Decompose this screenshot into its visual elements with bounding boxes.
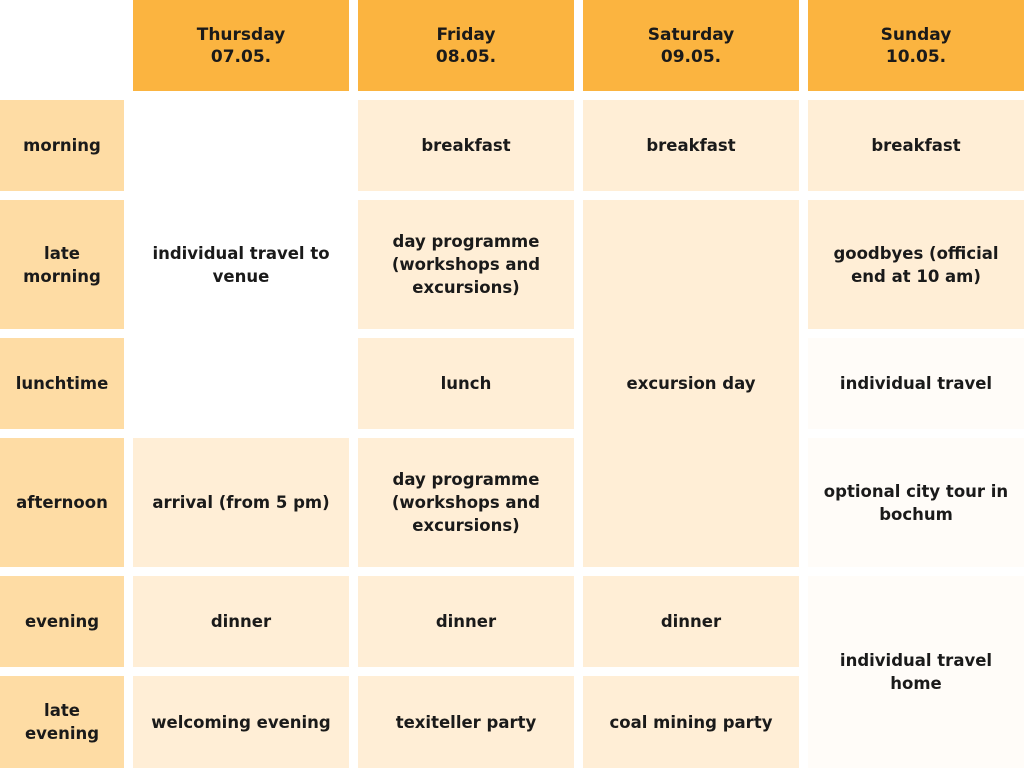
sunday-city-tour-text: optional city tour in bochum [823,481,1009,524]
thursday-arrival [133,438,349,567]
friday-breakfast-text: breakfast [421,136,511,155]
friday-lunch [358,338,574,429]
slot-afternoon: afternoon [0,438,124,567]
friday-programme-afternoon [358,438,574,567]
slot-late-morning: late morning [0,200,124,329]
header-thursday [133,0,349,91]
thursday-evening [133,676,349,768]
day-label-thursday: Thursday 07.05. [196,24,286,67]
saturday-excursion [583,200,799,567]
sunday-travel-text: individual travel [839,374,993,393]
slot-lunchtime: lunchtime [0,338,124,429]
sunday-goodbyes-text: goodbyes (official end at 10 am) [833,243,999,286]
saturday-party-text: coal mining party [609,712,773,732]
day-label-friday: Friday 08.05. [435,24,497,67]
friday-breakfast [358,100,574,191]
sunday-goodbyes [808,200,1024,329]
saturday-excursion-text: excursion day [626,374,756,393]
saturday-breakfast [583,100,799,191]
slot-late-evening: late evening [0,676,124,768]
sunday-city-tour [808,438,1024,567]
day-label-sunday: Sunday 10.05. [880,24,952,67]
friday-party-text: texiteller party [395,712,537,732]
sunday-travel-home-text: individual travel home [839,651,993,693]
saturday-dinner-text: dinner [660,612,722,631]
header-saturday [583,0,799,91]
saturday-dinner [583,576,799,667]
saturday-party [583,676,799,768]
thursday-dinner [133,576,349,667]
slot-evening: evening [0,576,124,667]
sunday-travel-home [808,576,1024,768]
saturday-breakfast-text: breakfast [646,136,736,155]
friday-dinner-text: dinner [435,612,497,631]
thursday-evening-text: welcoming evening [151,712,331,732]
slot-morning: morning [0,100,124,191]
header-sunday [808,0,1024,91]
day-label-saturday: Saturday 09.05. [647,24,735,67]
thursday-travel [133,100,349,429]
header-friday [358,0,574,91]
friday-programme-morning [358,200,574,329]
friday-programme-morning-text: day programme (workshops and excursions) [391,232,541,297]
friday-dinner [358,576,574,667]
sunday-breakfast-text: breakfast [871,136,961,155]
thursday-dinner-text: dinner [210,612,272,631]
thursday-arrival-text: arrival (from 5 pm) [152,493,330,512]
sunday-breakfast [808,100,1024,191]
thursday-travel-text: individual travel to venue [152,243,330,286]
friday-programme-afternoon-text: day programme (workshops and excursions) [391,470,541,535]
sunday-travel [808,338,1024,429]
friday-party [358,676,574,768]
friday-lunch-text: lunch [440,374,492,393]
